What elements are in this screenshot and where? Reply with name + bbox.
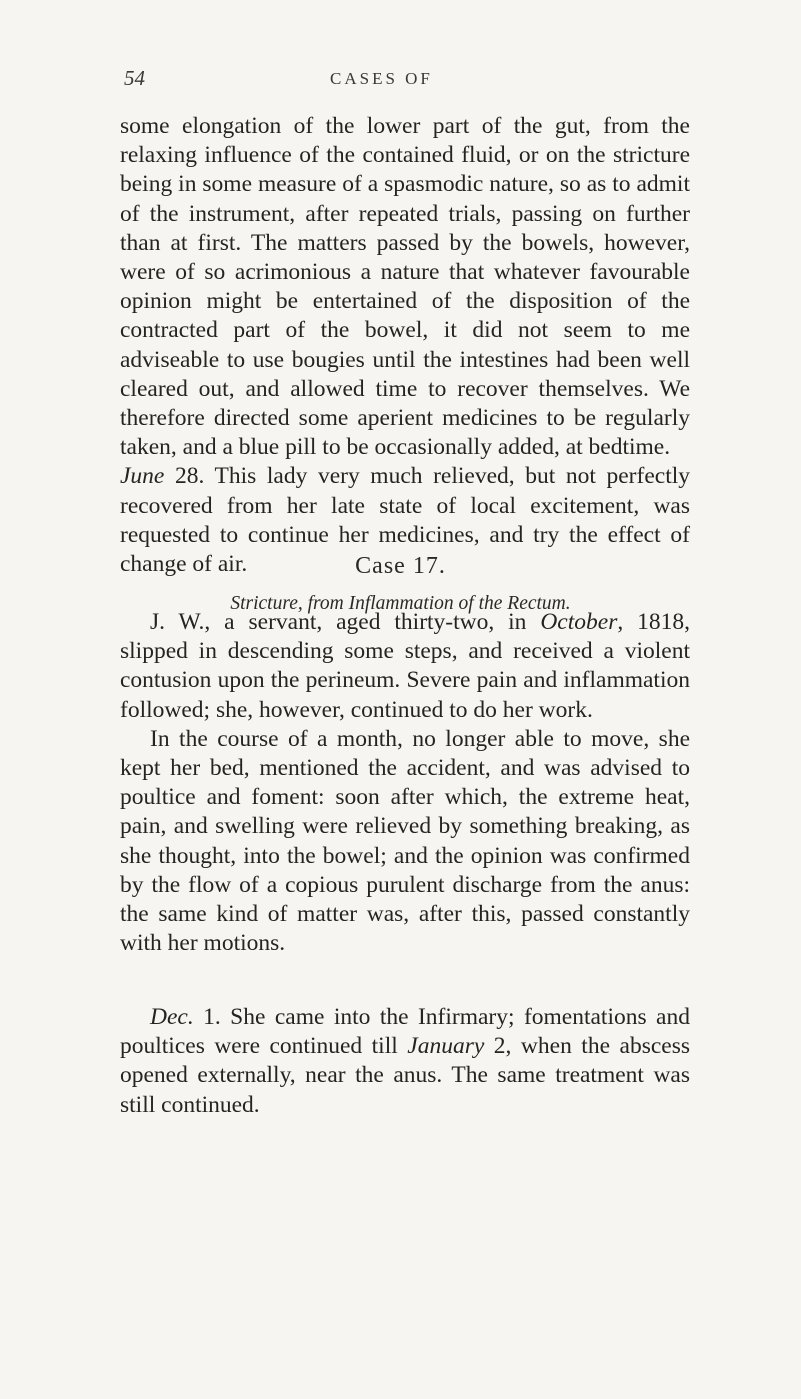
italic-text: Dec. bbox=[150, 1004, 194, 1030]
running-head: CASES OF bbox=[330, 69, 433, 88]
paragraph-text: J. W., a servant, aged thirty-two, in bbox=[150, 609, 541, 635]
paragraph-text: 2, when the abscess opened externally, near the anus. The same treatment was still continued. bbox=[120, 1033, 690, 1118]
text-block-opening bbox=[120, 112, 690, 579]
paragraph bbox=[120, 725, 690, 959]
paragraph-text: some elongation of the lower part of the gut, from the relaxing influence of the contained fluid, or on the stricture being in some measure of a spasmodic nature, so as to admit of the instrument, after repeated trials, passing on further than at first. The matters passed by the bowels, however, were of so acrimonious a nature that whatever favourable opinion might be entertained of the disposition of the contracted part of the bowel, it did not seem to me adviseable to use bougies until the intestines had been well cleared out, and allowed time to recover themselves. We therefore directed some aperient medicines to be regularly taken, and a blue pill to be occasionally added, at bedtime. bbox=[120, 113, 690, 461]
paragraph bbox=[120, 608, 690, 725]
paragraph-text: 1. She came into the Infirmary; fomentations and poultices were continued till bbox=[120, 1004, 690, 1060]
italic-text: June bbox=[120, 463, 165, 490]
italic-text: October bbox=[540, 609, 618, 635]
paragraph-text: , 1818, slipped in descending some steps, and received a violent contusion upon the perineum. Severe pain and inflammation followed; she, however, continued to do her work. bbox=[120, 609, 690, 723]
page-number: 54 bbox=[124, 66, 145, 90]
italic-text: January bbox=[407, 1033, 485, 1060]
paragraph bbox=[120, 112, 690, 462]
case-subtitle-text: Stricture, from Inflammation of the Rectum. bbox=[230, 593, 571, 614]
case-heading: Case 17. bbox=[355, 553, 446, 579]
paragraph-text: In the course of a month, no longer able to move, she kept her bed, mentioned the accident, and was advised to poultice and foment: soon after which, the extreme heat, pain, and swelling were relieved by something breaking, as she thought, into the bowel; and the opinion was confirmed by the flow of a copious purulent discharge from the anus: the same kind of matter was, after this, passed constantly with her motions. bbox=[120, 725, 690, 957]
text-block-treatment bbox=[120, 1003, 690, 1120]
paragraph bbox=[120, 1003, 690, 1120]
paragraph-text: 28. This lady very much relieved, but not perfectly recovered from her late state of local excitement, was requested to continue her medicines, and try the effect of change of air. bbox=[120, 463, 690, 578]
text-block-case-history bbox=[120, 608, 690, 958]
